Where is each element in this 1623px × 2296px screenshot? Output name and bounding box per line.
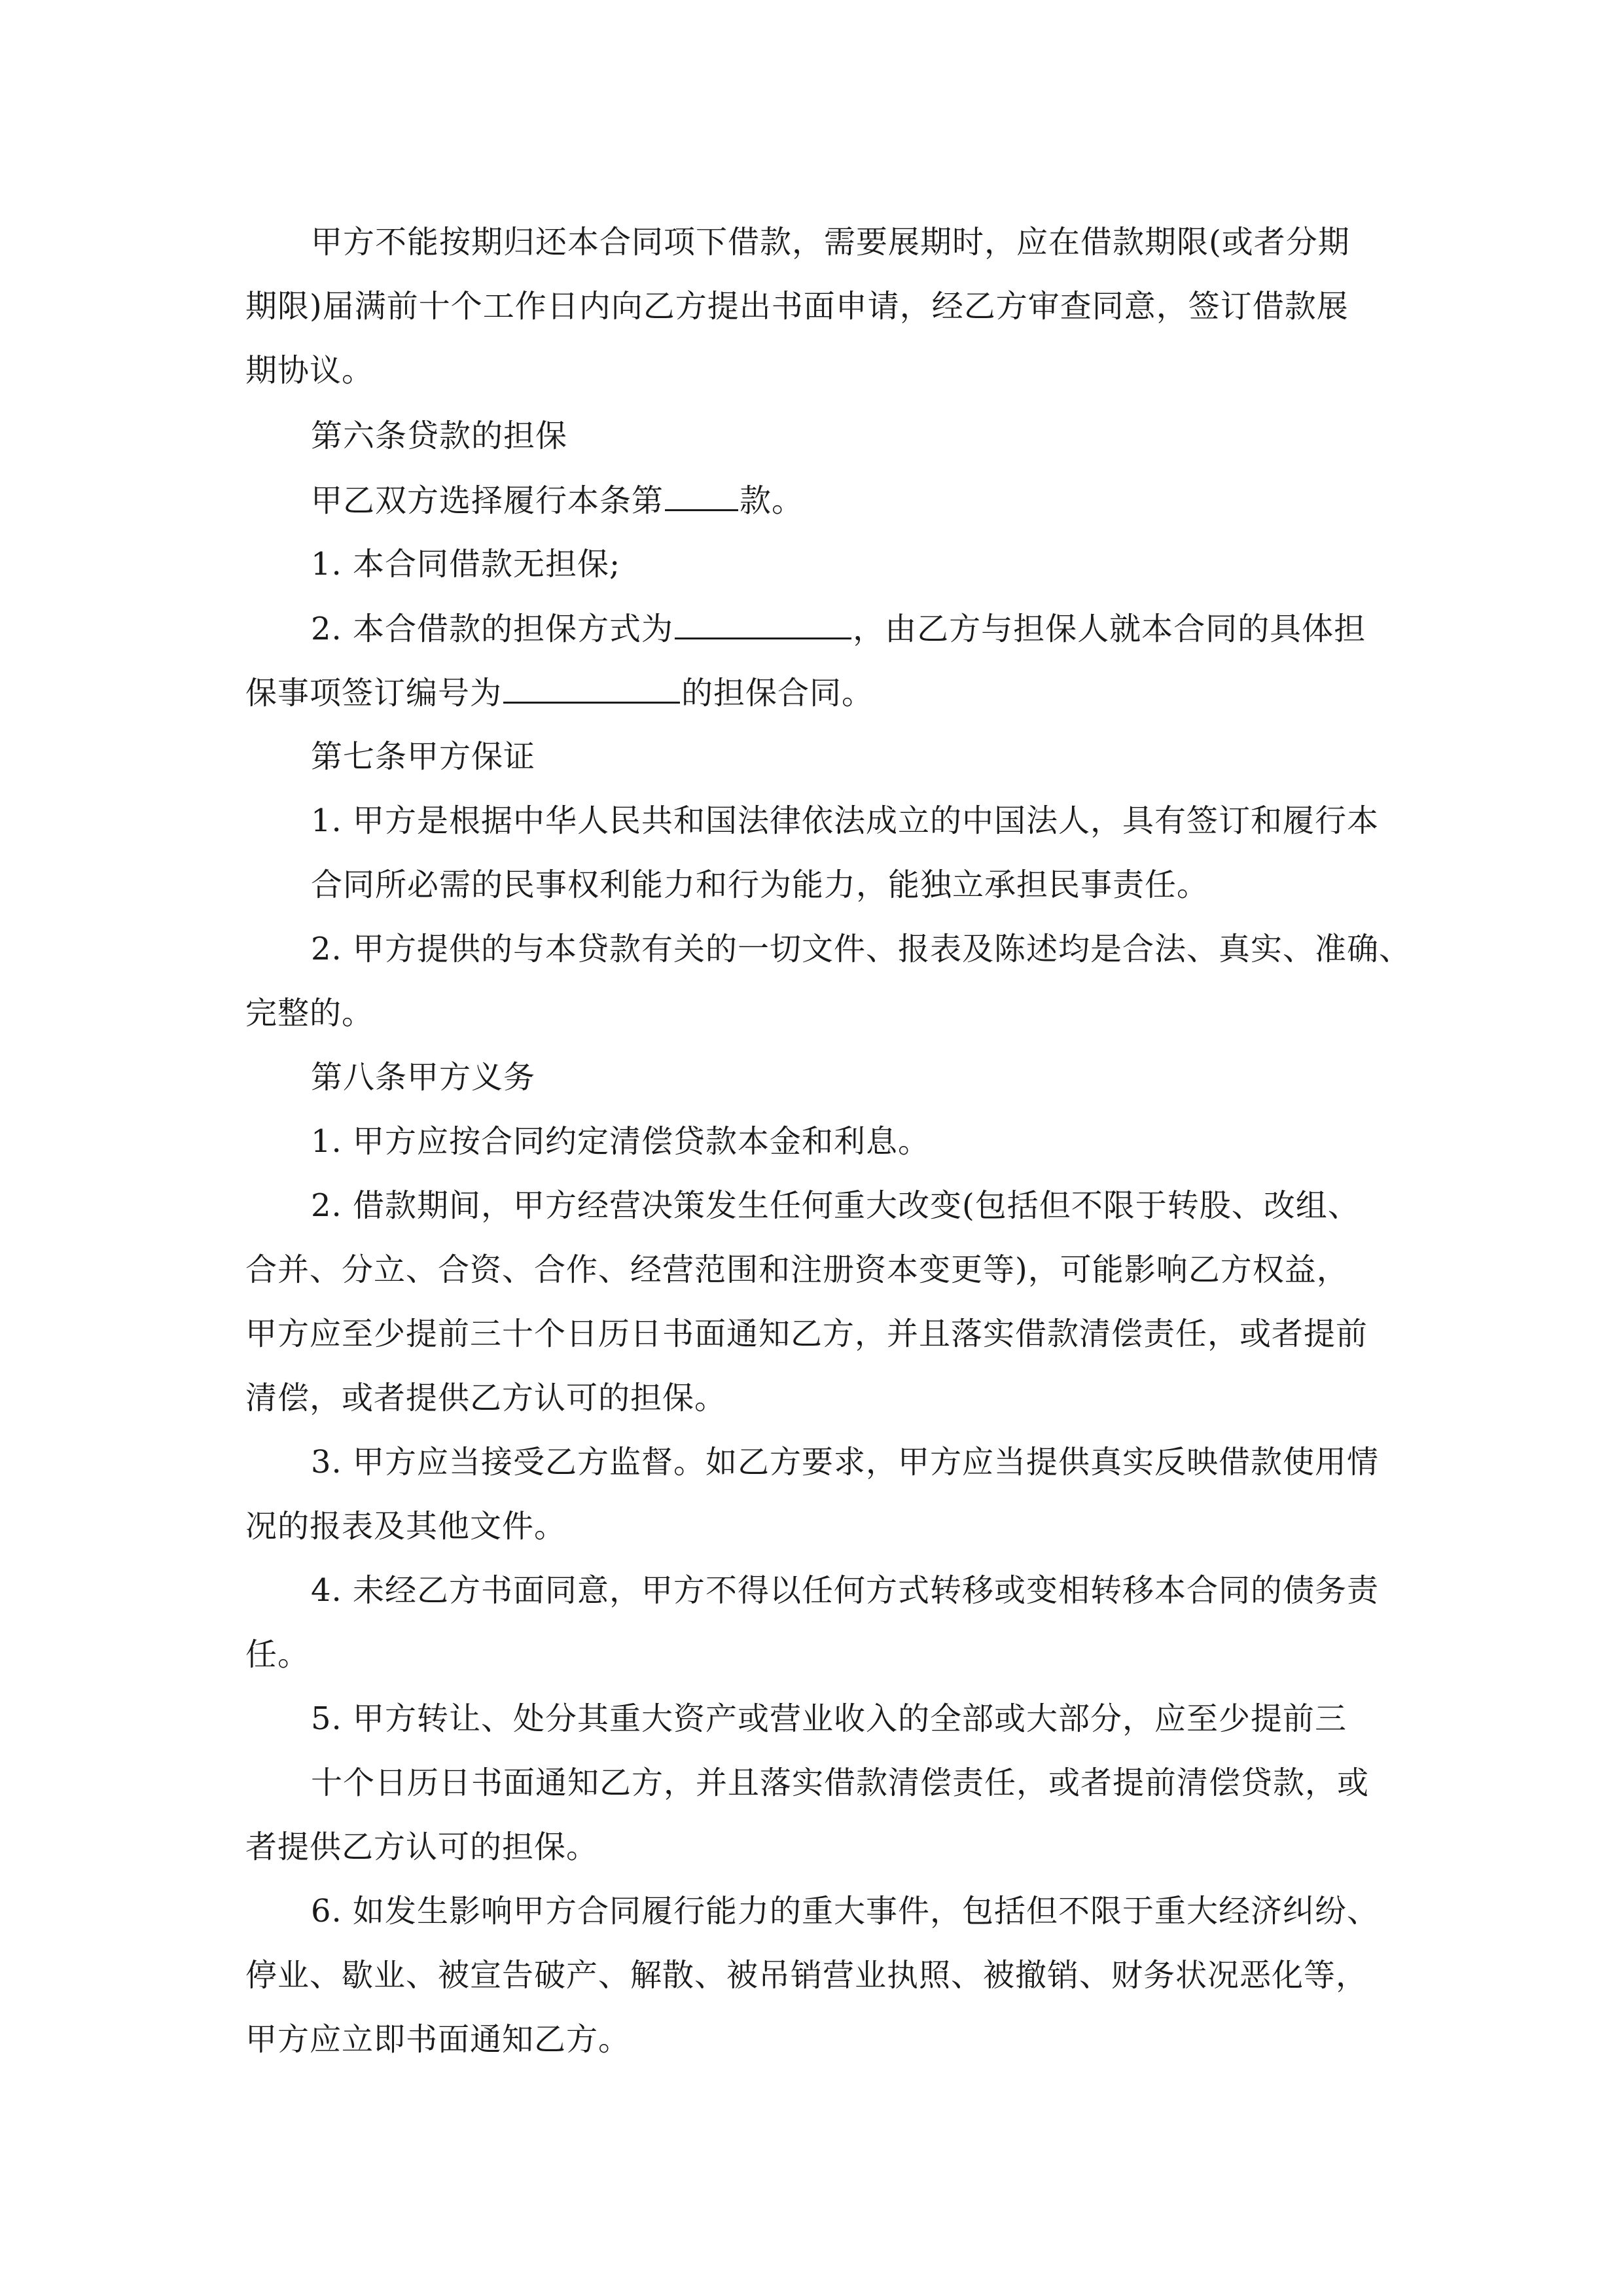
paragraph-line: 期协议。 xyxy=(245,352,374,389)
line-text: 甲乙双方选择履行本条第 xyxy=(311,482,664,519)
list-item: 2. 甲方提供的与本贷款有关的一切文件、报表及陈述均是合法、真实、准确、 xyxy=(311,931,1412,967)
line-text: 2. 本合借款的担保方式为 xyxy=(311,611,674,647)
paragraph-line: 任。 xyxy=(245,1636,310,1673)
section-heading: 第六条贷款的担保 xyxy=(311,418,568,454)
paragraph-line xyxy=(245,673,874,713)
list-item: 1. 甲方是根据中华人民共和国法律依法成立的中国法人，具有签订和履行本 xyxy=(311,802,1380,839)
paragraph-line: 甲方不能按期归还本合同项下借款，需要展期时，应在借款期限(或者分期 xyxy=(311,224,1350,260)
line-text: ，由乙方与担保人就本合同的具体担 xyxy=(853,611,1366,647)
paragraph-line: 甲方应至少提前三十个日历日书面通知乙方，并且落实借款清偿责任，或者提前 xyxy=(245,1316,1368,1352)
line-text: 的担保合同。 xyxy=(681,675,874,711)
paragraph-line: 况的报表及其他文件。 xyxy=(245,1508,567,1545)
paragraph-line: 十个日历日书面通知乙方，并且落实借款清偿责任，或者提前清偿贷款，或 xyxy=(311,1765,1370,1801)
list-item: 1. 本合同借款无担保; xyxy=(311,546,621,583)
paragraph-line: 完整的。 xyxy=(245,995,374,1031)
paragraph-line: 甲方应立即书面通知乙方。 xyxy=(245,2021,631,2058)
list-item: 1. 甲方应按合同约定清偿贷款本金和利息。 xyxy=(311,1123,931,1160)
list-item: 3. 甲方应当接受乙方监督。如乙方要求，甲方应当提供真实反映借款使用情 xyxy=(311,1444,1380,1480)
paragraph-line: 停业、歇业、被宣告破产、解散、被吊销营业执照、被撤销、财务状况恶化等， xyxy=(245,1957,1368,1994)
fill-blank xyxy=(665,480,738,511)
paragraph-line: 者提供乙方认可的担保。 xyxy=(245,1829,599,1865)
list-item: 4. 未经乙方书面同意，甲方不得以任何方式转移或变相转移本合同的债务责 xyxy=(311,1572,1380,1609)
paragraph-line: 合并、分立、合资、合作、经营范围和注册资本变更等)，可能影响乙方权益， xyxy=(245,1251,1349,1288)
section-heading: 第七条甲方保证 xyxy=(311,738,536,775)
paragraph-line xyxy=(311,480,804,520)
line-text: 款。 xyxy=(740,482,804,519)
paragraph-line: 清偿，或者提供乙方认可的担保。 xyxy=(245,1380,727,1416)
section-heading: 第八条甲方义务 xyxy=(311,1059,536,1096)
fill-blank xyxy=(675,609,851,639)
list-item: 2. 借款期间，甲方经营决策发生任何重大改变(包括但不限于转股、改组、 xyxy=(311,1187,1360,1224)
paragraph-line: 期限)届满前十个工作日内向乙方提出书面申请，经乙方审查同意，签订借款展 xyxy=(245,288,1349,325)
line-text: 保事项签订编号为 xyxy=(245,675,503,711)
fill-blank xyxy=(503,673,680,704)
list-item: 5. 甲方转让、处分其重大资产或营业收入的全部或大部分，应至少提前三 xyxy=(311,1700,1347,1737)
list-item xyxy=(311,609,1366,649)
list-item: 6. 如发生影响甲方合同履行能力的重大事件，包括但不限于重大经济纠纷、 xyxy=(311,1893,1380,1929)
paragraph-line: 合同所必需的民事权利能力和行为能力，能独立承担民事责任。 xyxy=(311,867,1209,903)
